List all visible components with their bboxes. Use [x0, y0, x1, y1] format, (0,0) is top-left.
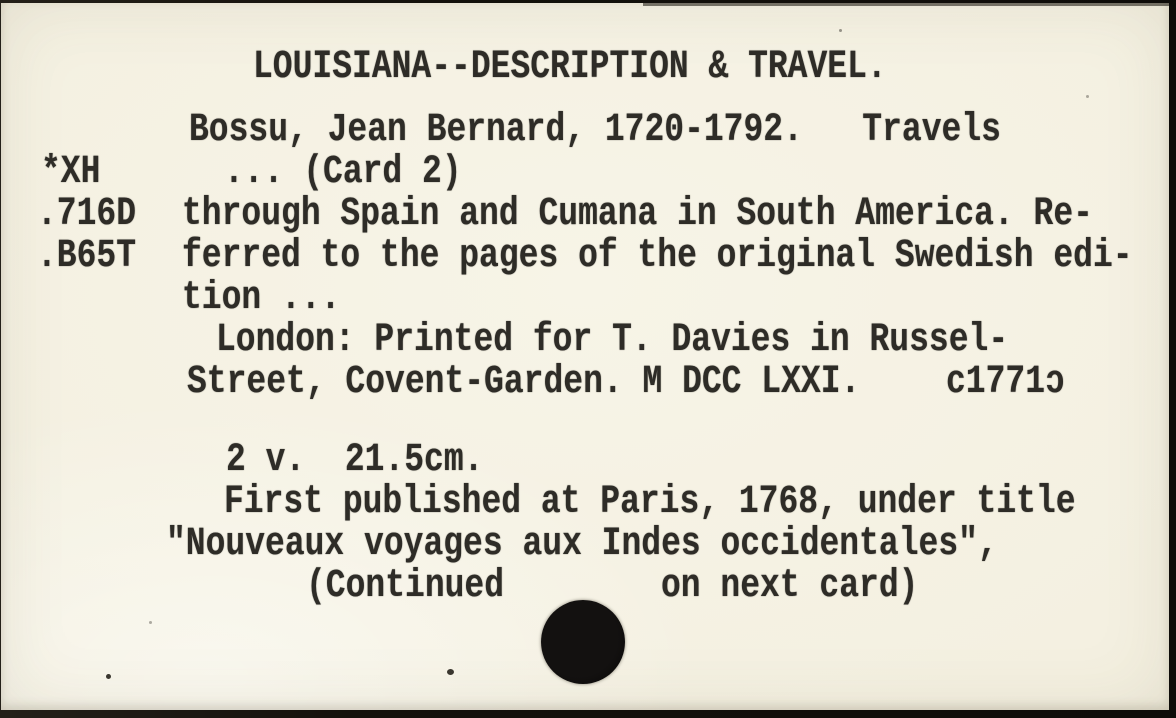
collation-line: 2 v. 21.5cm. — [226, 437, 484, 482]
ink-speck — [839, 29, 842, 32]
ink-speck — [447, 669, 454, 675]
hole-punch — [541, 600, 625, 684]
title-continuation-2: ferred to the pages of the original Swedish edi- — [182, 233, 1133, 278]
imprint-bracketed-date: c1771ɔ — [946, 359, 1065, 404]
subject-heading: LOUISIANA--DESCRIPTION & TRAVEL. — [253, 44, 887, 89]
ink-speck — [106, 674, 111, 679]
title-continuation-1: through Spain and Cumana in South America. Re- — [182, 191, 1093, 236]
ink-speck — [1086, 95, 1089, 98]
note-line-2: "Nouveaux voyages aux Indes occidentales", — [166, 521, 998, 566]
continued-note-right: on next card) — [661, 563, 919, 608]
catalog-card — [1, 3, 1169, 710]
imprint-line-1: London: Printed for T. Davies in Russel- — [216, 317, 1009, 362]
call-number-line-1: *XH — [41, 149, 101, 194]
author-line: Bossu, Jean Bernard, 1720-1792. Travels — [189, 107, 1001, 152]
call-number-line-2: .716D — [37, 191, 137, 236]
card-edge-shadow — [643, 3, 1169, 6]
title-continuation-3: tion ... — [182, 275, 341, 320]
card-continuation-note: ... (Card 2) — [224, 149, 462, 194]
ink-speck — [149, 621, 152, 624]
imprint-line-2: Street, Covent-Garden. M DCC LXXI. — [187, 359, 861, 404]
note-line-1: First published at Paris, 1768, under title — [224, 479, 1076, 524]
continued-note-left: (Continued — [306, 563, 505, 608]
call-number-line-3: .B65T — [37, 233, 137, 278]
